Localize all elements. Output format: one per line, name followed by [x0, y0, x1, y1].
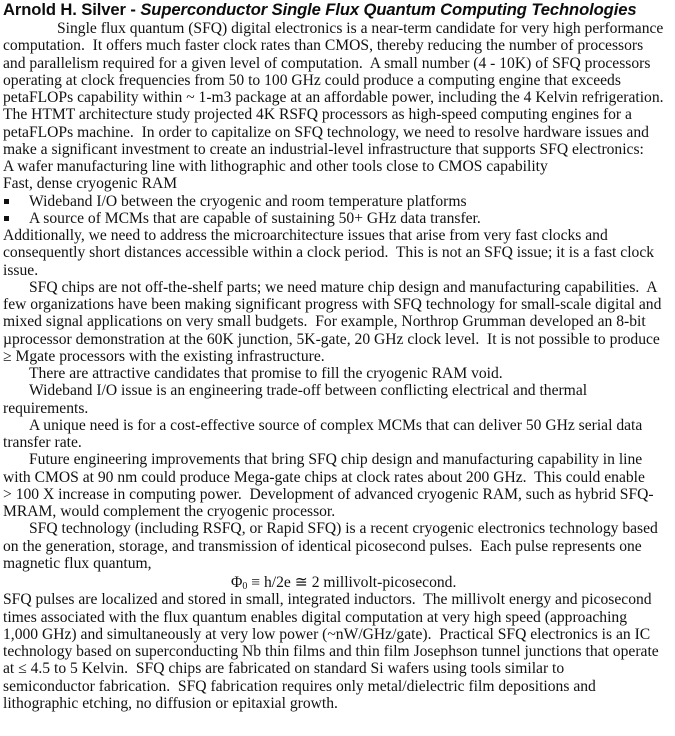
- text-line: There are attractive candidates that promise to fill the cryogenic RAM void.: [29, 365, 503, 382]
- text-line: issue.: [3, 261, 39, 279]
- square-bullet-icon: [4, 216, 9, 221]
- text-line: > 100 X increase in computing power. Development of advanced cryogenic RAM, such as hybrid SFQ-: [3, 485, 654, 503]
- text-line: µprocessor demonstration at the 60K junction, 5K-gate, 20 GHz clock level. It is not possible to produce: [3, 330, 660, 348]
- formula-symbol: Φ: [231, 574, 243, 591]
- bullet-text: Wideband I/O between the cryogenic and room temperature platforms: [29, 192, 467, 210]
- flux-quantum-formula: [3, 574, 673, 591]
- title-separator: -: [125, 0, 141, 19]
- bullet-list: [3, 193, 673, 228]
- author-name: Arnold H. Silver: [3, 0, 126, 19]
- text-line: A wafer manufacturing line with lithographic and other tools close to CMOS capability: [3, 158, 548, 175]
- formula-subscript: 0: [242, 581, 248, 592]
- document-title: [3, 0, 673, 20]
- text-line: requirements.: [3, 399, 89, 417]
- text-line: ≥ Mgate processors with the existing infrastructure.: [3, 347, 325, 365]
- paragraph-sfq-chips: [3, 279, 673, 365]
- paragraph-sfq-pulses: [3, 591, 673, 712]
- text-line: MRAM, would complement the cryogenic processor.: [3, 503, 336, 520]
- text-line: lithographic etching, no diffusion or epitaxial growth.: [3, 694, 338, 712]
- text-line: SFQ chips are not off-the-shelf parts; we need mature chip design and manufacturing capabilities. A: [29, 278, 658, 296]
- text-line: Additionally, we need to address the microarchitecture issues that arise from very fast clocks and: [3, 227, 608, 244]
- text-line: Future engineering improvements that bring SFQ chip design and manufacturing capability in line: [29, 451, 643, 469]
- text-line: technology based on superconducting Nb thin films and thin film Josephson tunnel junctions that operate: [3, 643, 659, 660]
- formula-expression: ≡ h/2e ≅ 2 millivolt-picosecond.: [247, 574, 457, 591]
- text-line: and parallelism required for a given level of computation. A small number (4 - 10K) of SFQ processors: [3, 54, 651, 72]
- bullet-text: A source of MCMs that are capable of sustaining 50+ GHz data transfer.: [29, 209, 481, 227]
- text-line: operating at clock frequencies from 50 to 100 GHz could produce a computing engine that exceeds: [3, 71, 621, 89]
- paragraph-mcms: [3, 417, 673, 452]
- paragraph-future: [3, 451, 673, 520]
- text-line: petaFLOPs capability within ~ 1-m3 package at an affordable power, including the 4 Kelvin refrigeration.: [3, 89, 664, 106]
- square-bullet-icon: [4, 199, 9, 204]
- text-line: times associated with the flux quantum enables digital computation at very high speed (approaching: [3, 608, 628, 626]
- text-line: petaFLOPs machine. In order to capitalize on SFQ technology, we need to resolve hardware issues and: [3, 123, 649, 141]
- text-line: Single flux quantum (SFQ) digital electronics is a near-term candidate for very high performance: [57, 20, 664, 37]
- bullet-item: [3, 193, 673, 210]
- text-line: SFQ technology (including RSFQ, or Rapid SFQ) is a recent cryogenic electronics technology based: [29, 520, 658, 538]
- text-line: 1,000 GHz) and simultaneously at very low power (~nW/GHz/gate). Practical SFQ electronics is an IC: [3, 625, 651, 643]
- text-line: Fast, dense cryogenic RAM: [3, 175, 178, 193]
- paragraph-wideband-io: [3, 382, 673, 417]
- paragraph-microarchitecture: [3, 227, 673, 279]
- bullet-item: [3, 210, 673, 227]
- paragraph-intro: [3, 20, 673, 193]
- text-line: SFQ pulses are localized and stored in small, integrated inductors. The millivolt energy and picosecond: [3, 591, 652, 609]
- paragraph-cryogenic-ram: [3, 365, 673, 382]
- text-line: make a significant investment to create an industrial-level infrastructure that supports SFQ electronics:: [3, 140, 644, 158]
- text-line: with CMOS at 90 nm could produce Mega-gate chips at clock rates about 200 GHz. This could enable: [3, 468, 645, 486]
- paper-title: Superconductor Single Flux Quantum Computing Technologies: [140, 0, 637, 19]
- text-line: The HTMT architecture study projected 4K RSFQ processors as high-speed computing engines for a: [3, 106, 632, 124]
- text-line: on the generation, storage, and transmission of identical picosecond pulses. Each pulse represents one: [3, 537, 642, 555]
- text-line: A unique need is for a cost-effective source of complex MCMs that can deliver 50 GHz serial data: [29, 416, 643, 434]
- document-page: [3, 0, 673, 712]
- text-line: few organizations have been making significant progress with SFQ technology for small-scale digital and: [3, 296, 662, 313]
- text-line: at ≤ 4.5 to 5 Kelvin. SFQ chips are fabricated on standard Si wafers using tools similar to: [3, 660, 565, 678]
- paragraph-sfq-technology: [3, 520, 673, 572]
- text-line: Wideband I/O issue is an engineering trade-off between conflicting electrical and thermal: [29, 382, 588, 400]
- text-line: transfer rate.: [3, 434, 82, 451]
- text-line: computation. It offers much faster clock rates than CMOS, thereby reducing the number of processors: [3, 37, 644, 55]
- text-line: magnetic flux quantum,: [3, 554, 152, 572]
- text-line: mixed signal applications on very small budgets. For example, Northrop Grumman developed an 8-bit: [3, 313, 646, 331]
- text-line: semiconductor fabrication. SFQ fabrication requires only metal/dielectric film depositions and: [3, 677, 596, 695]
- text-line: consequently short distances accessible within a clock period. This is not an SFQ issue; it is a fast clock: [3, 244, 655, 262]
